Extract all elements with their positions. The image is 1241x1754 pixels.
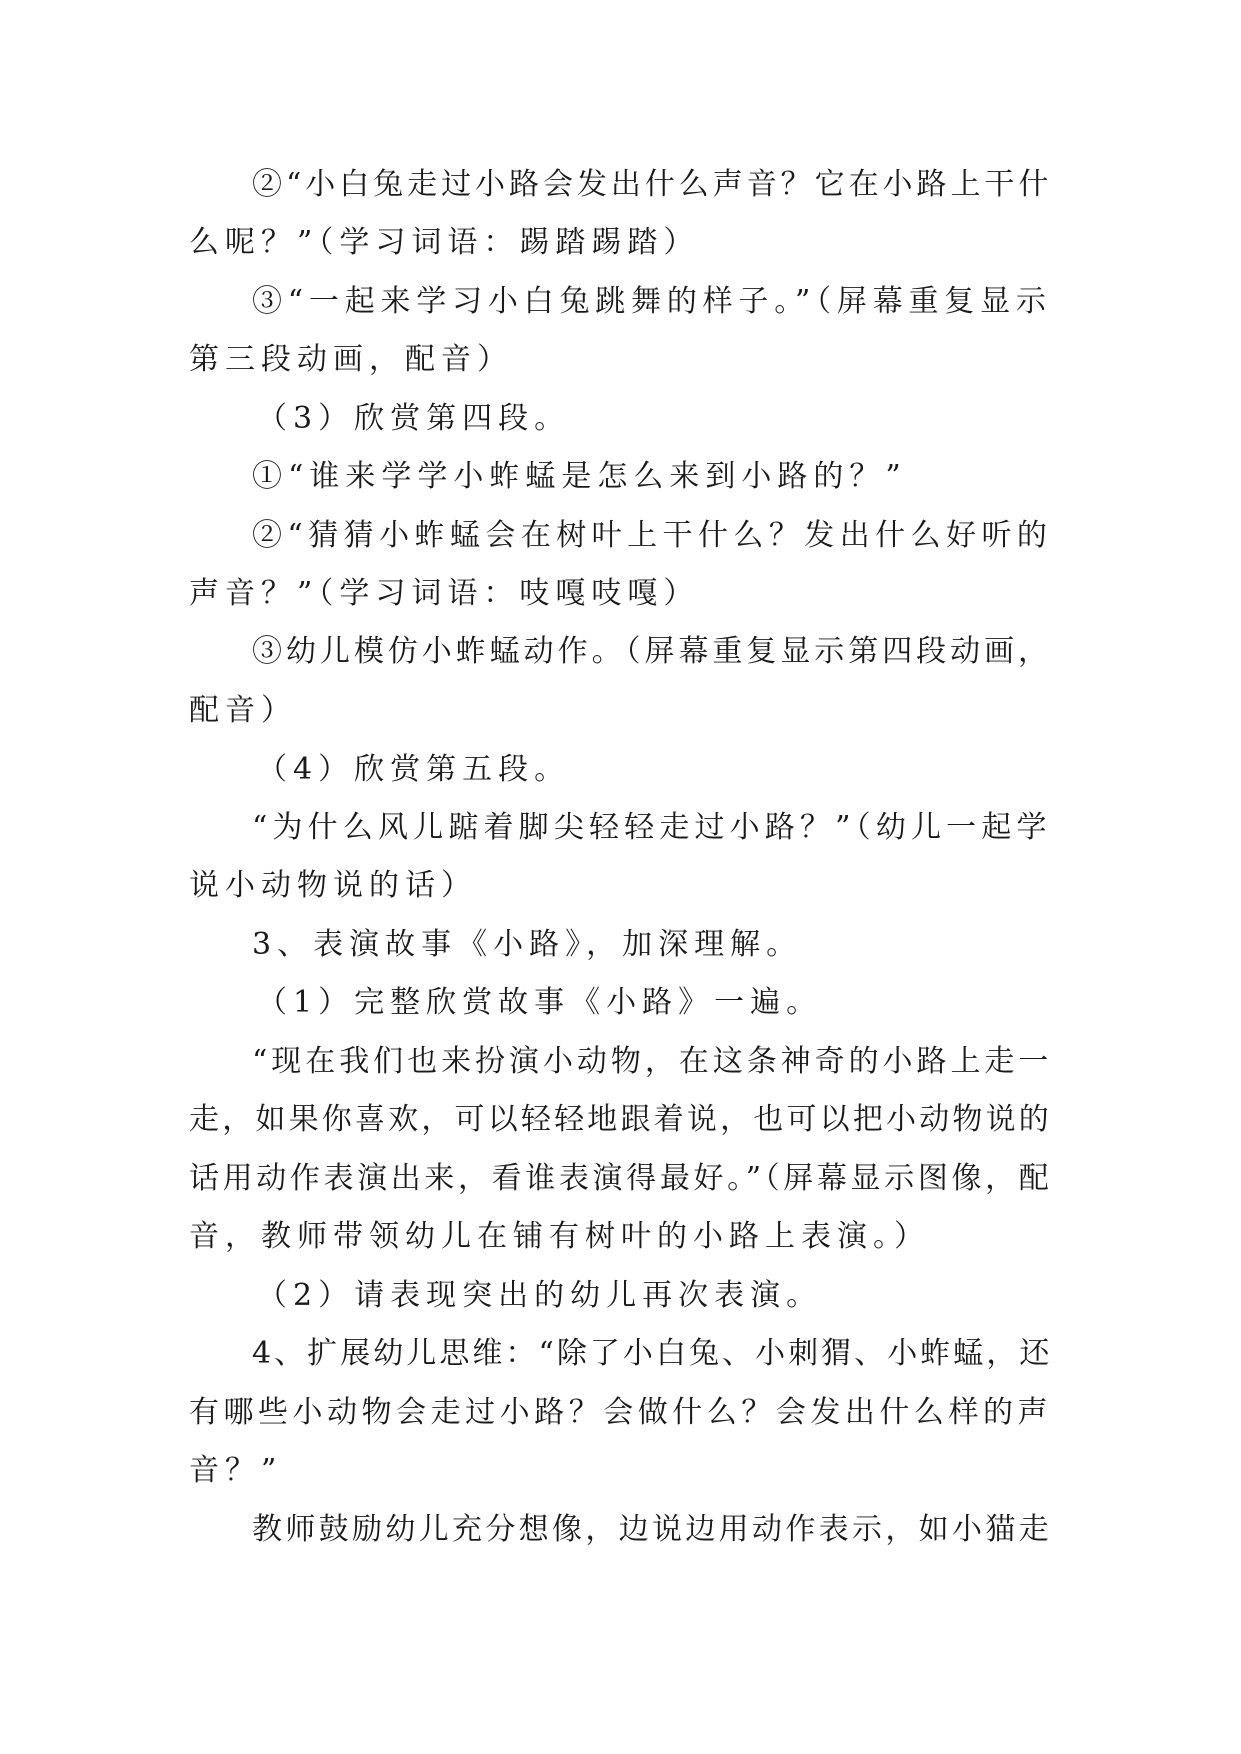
text-line: 说小动物说的话） <box>189 868 477 903</box>
text-line: 声音？”（学习词语：吱嘎吱嘎） <box>189 576 700 611</box>
text-line: ②“猜猜小蚱蜢会在树叶上干什么？发出什么好听的 <box>252 518 1053 553</box>
text-line: 音？” <box>189 1453 283 1488</box>
text-line: 有哪些小动物会走过小路？会做什么？会发出什么样的声 <box>189 1395 1052 1430</box>
text-line: （2）请表现突出的幼儿再次表演。 <box>257 1278 823 1313</box>
text-line: ①“谁来学学小蚱蜢是怎么来到小路的？” <box>252 459 907 494</box>
text-line: ③“一起来学习小白兔跳舞的样子。”（屏幕重复显示 <box>252 284 1052 319</box>
text-line: 第三段动画，配音） <box>189 342 513 377</box>
text-line: ②“小白兔走过小路会发出什么声音？它在小路上干什 <box>252 167 1053 202</box>
text-line: 么呢？”（学习词语：踢踏踢踏） <box>189 225 700 260</box>
text-line: 配音） <box>189 693 297 728</box>
text-line: 走，如果你喜欢，可以轻轻地跟着说，也可以把小动物说的 <box>189 1102 1052 1137</box>
text-line: （4）欣赏第五段。 <box>257 752 571 787</box>
text-line: “为什么风儿踮着脚尖轻轻走过小路？”（幼儿一起学 <box>252 810 1052 845</box>
text-line: 3、表演故事《小路》，加深理解。 <box>252 927 803 962</box>
text-line: 4、扩展幼儿思维：“除了小白兔、小刺猬、小蚱蜢，还 <box>252 1336 1053 1371</box>
text-line: “现在我们也来扮演小动物，在这条神奇的小路上走一 <box>252 1044 1053 1079</box>
text-line: 话用动作表演出来，看谁表演得最好。”（屏幕显示图像，配 <box>189 1161 1053 1196</box>
text-line: 教师鼓励幼儿充分想像，边说边用动作表示，如小猫走 <box>252 1512 1052 1547</box>
text-line: （1）完整欣赏故事《小路》一遍。 <box>257 985 823 1020</box>
text-line: ③幼儿模仿小蚱蜢动作。（屏幕重复显示第四段动画， <box>252 634 1052 669</box>
text-line: 音，教师带领幼儿在铺有树叶的小路上表演。） <box>189 1219 930 1254</box>
text-line: （3）欣赏第四段。 <box>257 401 571 436</box>
